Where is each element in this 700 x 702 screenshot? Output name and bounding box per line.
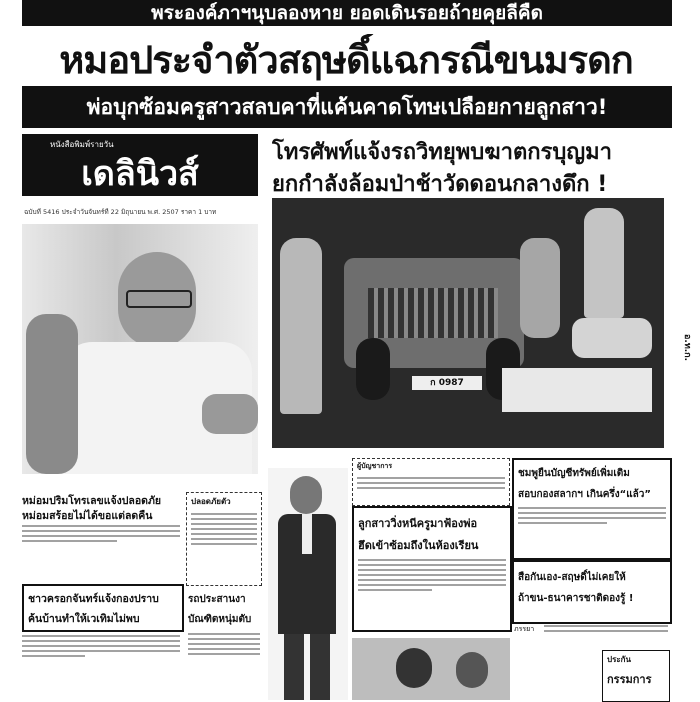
doctor-portrait-photo [22, 224, 258, 474]
issue-line: ฉบับที่ 5416 ประจำวันจันทร์ที่ 22 มิถุนายน พ.ศ. 2507 ราคา 1 บาท [24, 208, 217, 216]
newspaper-logo [22, 134, 258, 196]
crime-scene-photo [272, 198, 664, 448]
side-mark: อ.ท.ก. [682, 334, 692, 362]
center-notice-box [352, 458, 510, 506]
right-story-2-box [512, 560, 672, 624]
right-headline-2a: สือกันเอง-สฤษดิ์ไม่เคยให้ [518, 572, 626, 583]
main-headline: หมอประจำตัวสฤษดิ์แฉกรณีขนมรดก [59, 37, 633, 82]
mid-box-2-title-a: รถประสานงา [188, 594, 246, 605]
lead-headline-2: ยกกำลังล้อมป่าช้าวัดดอนกลางดึก ! [272, 172, 608, 197]
notice-box [186, 492, 262, 586]
logo-small-text: หนังสือพิมพ์รายวัน [50, 140, 114, 149]
right-headline-1b: สอบกองสลากฯ เกินครึ่ง“แล้ว” [518, 489, 651, 500]
man-in-suit-photo [268, 468, 348, 700]
right-bottom-tag-b: กรรมการ [607, 673, 652, 686]
sub-banner-text: พ่อบุกซ้อมครูสาวสลบคาที่แค้นคาดโทษเปลือยกายลูกสาว! [86, 94, 608, 119]
right-headline-1a: ชมพูยืนบัญชีทรัพย์เพิ่มเติม [518, 468, 630, 479]
lead-headline-1: โทรศัพท์แจ้งรถวิทยุพบฆาตกรบุญมา [272, 140, 612, 165]
center-headline-a: ลูกสาววิ่งหนีครูมาฟ้องพ่อ [358, 517, 478, 530]
right-story-1-box [512, 458, 672, 560]
left-story-2-title-b: ค้นบ้านทำให้เวเทิมไม่พบ [28, 613, 140, 625]
left-story-2-box [22, 584, 184, 632]
center-notice-label: ผู้บัญชาการ [357, 462, 393, 470]
left-story-1-body [22, 522, 180, 545]
family-photo [352, 638, 510, 700]
right-caption-body [544, 622, 668, 635]
sub-banner [22, 86, 672, 128]
center-story-box [352, 506, 512, 632]
left-story-1-title-a: หม่อมปริมโทรเลขแจ้งปลอดภัย [22, 495, 162, 507]
right-caption: ภรรยา [514, 625, 535, 633]
top-banner-text: พระองค์ภาฯนุบลองหาย ยอดเดินรอยถ้ายคุยลีคืด [151, 2, 543, 24]
mid-box-2-body [188, 630, 260, 658]
logo-text: เดลินิวส์ [81, 154, 199, 194]
left-story-1-title-b: หม่อมสร้อยไม่ได้ขอแต่ลดคืน [22, 510, 153, 522]
right-bottom-box [602, 650, 670, 702]
right-bottom-tag-a: ประกัน [607, 655, 631, 664]
mid-box-2-title-b: บัณฑิตหนุ่มตับ [188, 614, 252, 625]
top-banner [22, 0, 672, 26]
center-headline-b: ฮึดเข้าซ้อมถึงในห้องเรียน [358, 539, 479, 552]
left-story-2-body [22, 632, 180, 660]
vehicle-plate: ก 0987 [412, 376, 482, 390]
right-headline-2b: ถ้าขน-ธนาคารชาติดองรู้ ! [518, 593, 634, 604]
notice-title: ปลอดภัยตัว [191, 497, 231, 506]
left-story-2-title-a: ชาวครอกจันทร์แจ้งกองปราบ [28, 593, 159, 605]
